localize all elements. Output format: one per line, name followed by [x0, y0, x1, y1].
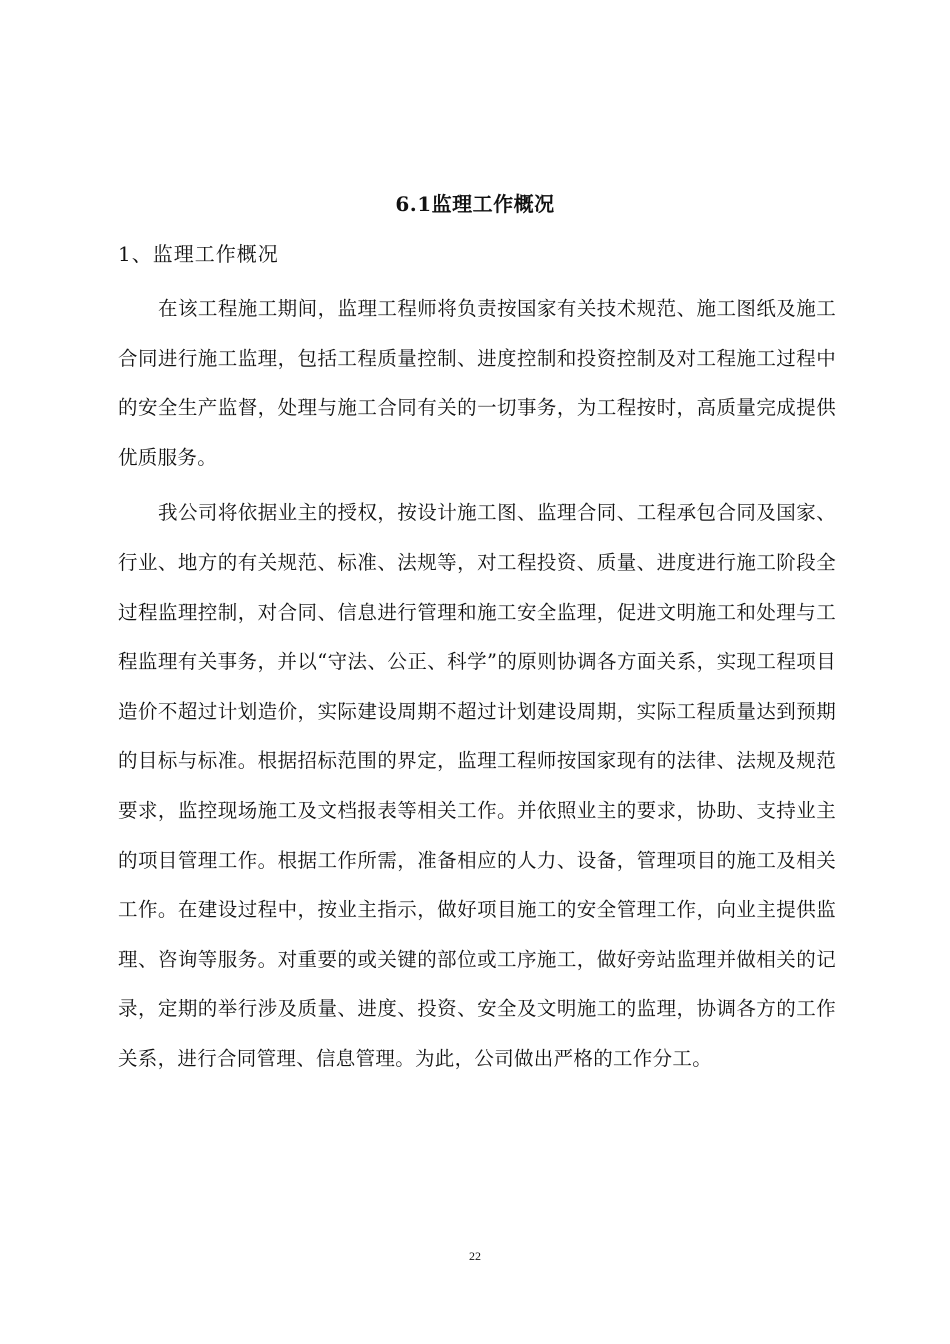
paragraph-2: 我公司将依据业主的授权，按设计施工图、监理合同、工程承包合同及国家、行业、地方的有关规范、标准、法规等，对工程投资、质量、进度进行施工阶段全过程监理控制，对合同、信息进行管理和施工安全监理，促进文明施工和处理与工程监理有关事务，并以“守法、公正、科学”的原则协调各方面关系，实现工程项目造价不超过计划造价，实际建设周期不超过计划建设周期，实际工程质量达到预期的目标与标准。根据招标范围的界定，监理工程师按国家现有的法律、法规及规范要求，监控现场施工及文档报表等相关工作。并依照业主的要求，协助、支持业主的项目管理工作。根据工作所需，准备相应的人力、设备，管理项目的施工及相关工作。在建设过程中，按业主指示，做好项目施工的安全管理工作，向业主提供监理、咨询等服务。对重要的或关键的部位或工序施工，做好旁站监理并做相关的记录，定期的举行涉及质量、进度、投资、安全及文明施工的监理，协调各方的工作关系，进行合同管理、信息管理。为此，公司做出严格的工作分工。 — [118, 501, 836, 1070]
paragraph-1: 在该工程施工期间，监理工程师将负责按国家有关技术规范、施工图纸及施工合同进行施工监理，包括工程质量控制、进度控制和投资控制及对工程施工过程中的安全生产监督，处理与施工合同有关的一切事务，为工程按时，高质量完成提供优质服务。 — [118, 297, 836, 469]
page-number: 22 — [469, 1249, 481, 1263]
body-text — [118, 284, 836, 1090]
page-title: 6.1监理工作概况 — [395, 192, 555, 216]
section-heading: 1、监理工作概况 — [118, 242, 279, 266]
